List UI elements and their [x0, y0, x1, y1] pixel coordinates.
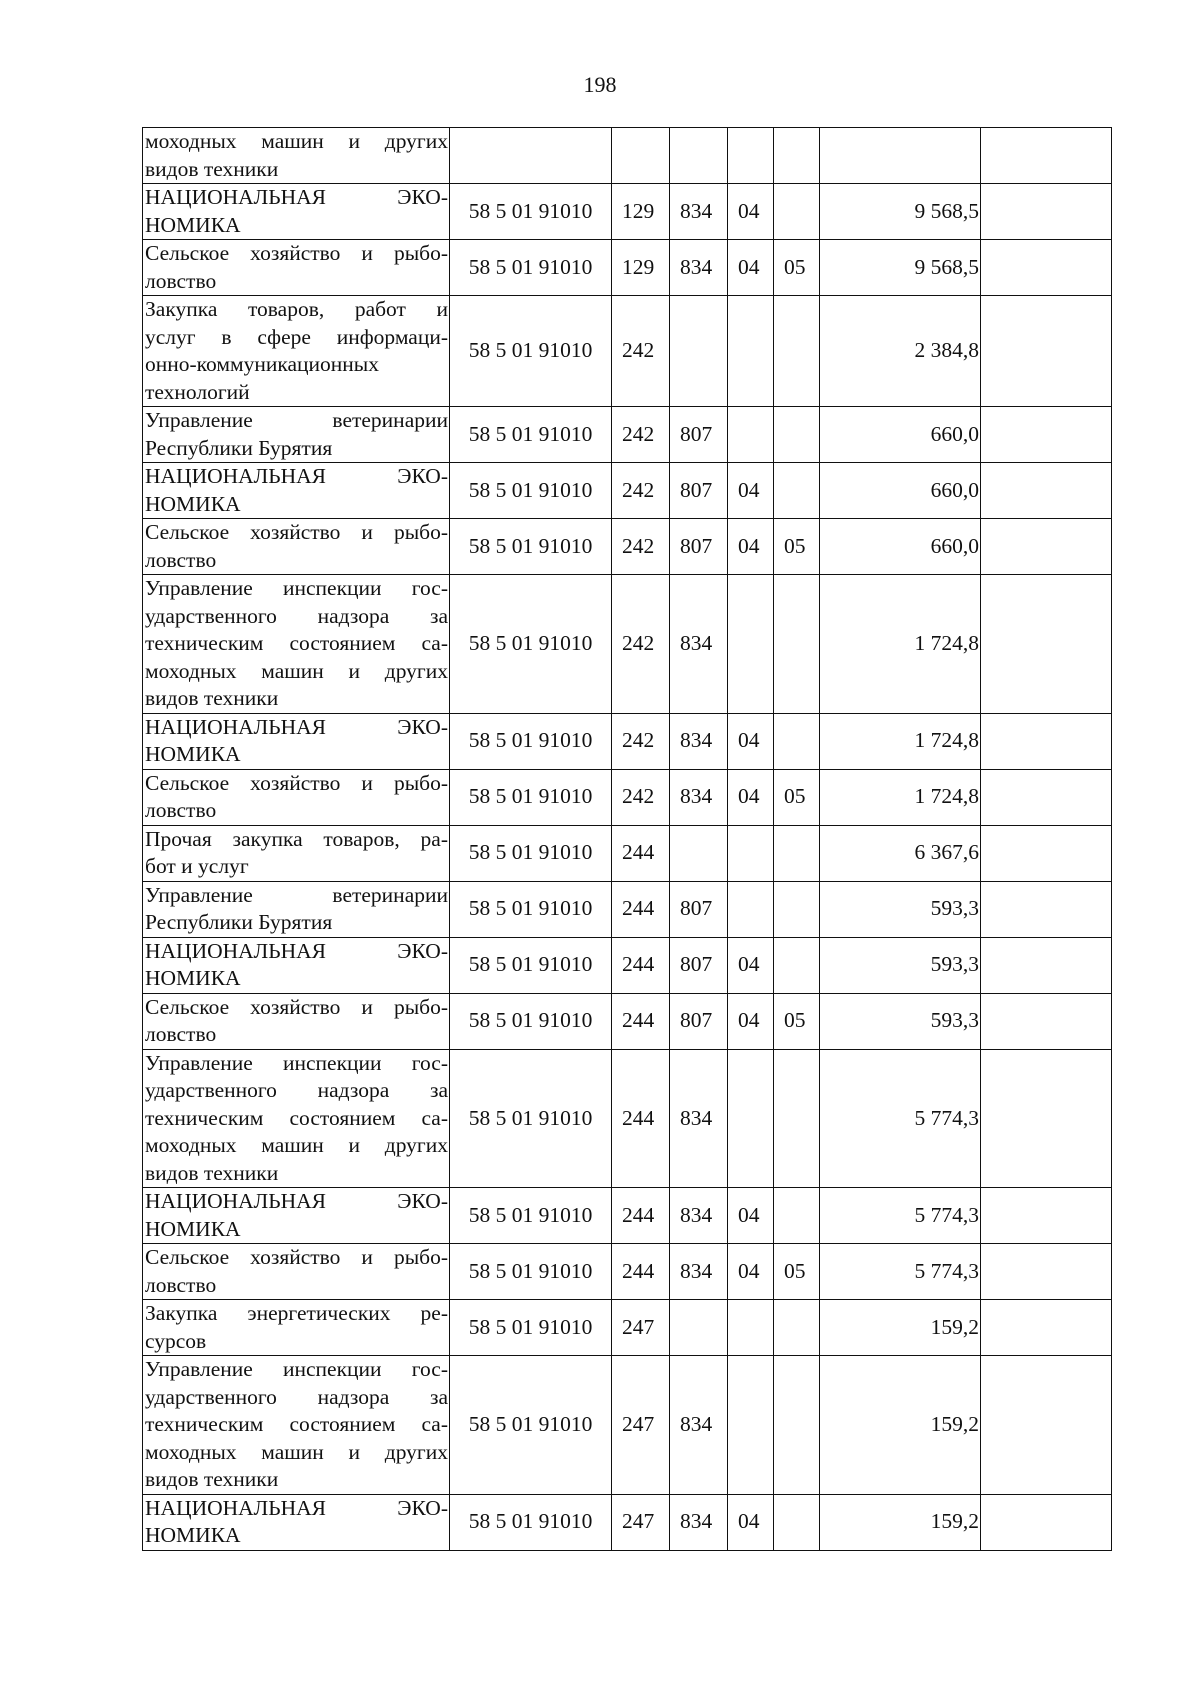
row-section [728, 881, 774, 937]
row-amount [820, 128, 981, 184]
table-row [143, 128, 1112, 184]
row-name: НАЦИОНАЛЬНАЯ ЭКО- НОМИКА [143, 1188, 450, 1244]
row-subsection [774, 713, 820, 769]
table-row [143, 881, 1112, 937]
row-name: НАЦИОНАЛЬНАЯ ЭКО- НОМИКА [143, 713, 450, 769]
row-ministry-code: 834 [670, 240, 728, 296]
row-ministry-code [670, 296, 728, 407]
table-row [143, 1494, 1112, 1550]
table-row [143, 1244, 1112, 1300]
row-empty-cell [981, 519, 1112, 575]
row-expense-type: 129 [612, 184, 670, 240]
row-expense-type: 247 [612, 1356, 670, 1495]
row-ministry-code: 834 [670, 1356, 728, 1495]
row-expense-type: 244 [612, 1244, 670, 1300]
row-target-code: 58 5 01 91010 [450, 1188, 612, 1244]
row-target-code: 58 5 01 91010 [450, 1356, 612, 1495]
row-subsection [774, 184, 820, 240]
row-ministry-code: 807 [670, 519, 728, 575]
row-expense-type: 244 [612, 1049, 670, 1188]
row-amount: 593,3 [820, 881, 981, 937]
row-expense-type: 242 [612, 519, 670, 575]
row-ministry-code: 834 [670, 769, 728, 825]
row-section [728, 825, 774, 881]
row-subsection [774, 881, 820, 937]
row-expense-type: 247 [612, 1494, 670, 1550]
row-name: НАЦИОНАЛЬНАЯ ЭКО- НОМИКА [143, 937, 450, 993]
table-row [143, 463, 1112, 519]
table-row [143, 825, 1112, 881]
row-target-code [450, 128, 612, 184]
row-ministry-code: 834 [670, 1049, 728, 1188]
row-expense-type: 242 [612, 463, 670, 519]
row-amount: 9 568,5 [820, 184, 981, 240]
row-amount: 1 724,8 [820, 575, 981, 714]
row-empty-cell [981, 881, 1112, 937]
row-subsection: 05 [774, 769, 820, 825]
row-subsection [774, 1494, 820, 1550]
row-amount: 9 568,5 [820, 240, 981, 296]
row-ministry-code: 807 [670, 407, 728, 463]
row-ministry-code [670, 1300, 728, 1356]
row-subsection: 05 [774, 1244, 820, 1300]
row-target-code: 58 5 01 91010 [450, 825, 612, 881]
table-row [143, 1049, 1112, 1188]
row-amount: 593,3 [820, 993, 981, 1049]
row-name: Сельское хозяйство и рыбо- ловство [143, 240, 450, 296]
row-amount: 6 367,6 [820, 825, 981, 881]
row-empty-cell [981, 407, 1112, 463]
row-target-code: 58 5 01 91010 [450, 519, 612, 575]
table-row [143, 1188, 1112, 1244]
row-name: Сельское хозяйство и рыбо- ловство [143, 1244, 450, 1300]
table-row [143, 296, 1112, 407]
row-name: моходных машин и других видов техники [143, 128, 450, 184]
row-subsection [774, 937, 820, 993]
row-subsection [774, 296, 820, 407]
table-row [143, 184, 1112, 240]
row-amount: 1 724,8 [820, 713, 981, 769]
row-target-code: 58 5 01 91010 [450, 937, 612, 993]
row-amount: 159,2 [820, 1356, 981, 1495]
row-amount: 5 774,3 [820, 1049, 981, 1188]
row-expense-type: 247 [612, 1300, 670, 1356]
row-section: 04 [728, 713, 774, 769]
budget-table [142, 127, 1112, 1551]
row-empty-cell [981, 1244, 1112, 1300]
row-expense-type: 242 [612, 769, 670, 825]
row-expense-type: 129 [612, 240, 670, 296]
row-subsection [774, 128, 820, 184]
row-amount: 1 724,8 [820, 769, 981, 825]
row-ministry-code: 834 [670, 1188, 728, 1244]
row-target-code: 58 5 01 91010 [450, 240, 612, 296]
row-empty-cell [981, 769, 1112, 825]
row-subsection [774, 1049, 820, 1188]
row-target-code: 58 5 01 91010 [450, 769, 612, 825]
row-name: Прочая закупка товаров, ра- бот и услуг [143, 825, 450, 881]
row-ministry-code: 807 [670, 937, 728, 993]
row-expense-type: 244 [612, 881, 670, 937]
table-row [143, 407, 1112, 463]
row-empty-cell [981, 1356, 1112, 1495]
row-section [728, 128, 774, 184]
row-name: Закупка энергетических ре- сурсов [143, 1300, 450, 1356]
row-section: 04 [728, 519, 774, 575]
row-empty-cell [981, 463, 1112, 519]
row-amount: 660,0 [820, 407, 981, 463]
row-ministry-code: 834 [670, 184, 728, 240]
row-amount: 660,0 [820, 463, 981, 519]
row-empty-cell [981, 575, 1112, 714]
row-empty-cell [981, 296, 1112, 407]
row-name: Управление ветеринарии Республики Бурятия [143, 881, 450, 937]
row-name: Управление инспекции гос- ударственного надзора за техническим состоянием са- моходных машин и других видов техники [143, 1049, 450, 1188]
row-subsection [774, 1188, 820, 1244]
row-name: НАЦИОНАЛЬНАЯ ЭКО- НОМИКА [143, 184, 450, 240]
row-subsection [774, 575, 820, 714]
row-name: НАЦИОНАЛЬНАЯ ЭКО- НОМИКА [143, 463, 450, 519]
row-target-code: 58 5 01 91010 [450, 1494, 612, 1550]
row-target-code: 58 5 01 91010 [450, 713, 612, 769]
row-section: 04 [728, 993, 774, 1049]
row-subsection: 05 [774, 519, 820, 575]
row-expense-type: 244 [612, 825, 670, 881]
row-target-code: 58 5 01 91010 [450, 296, 612, 407]
row-target-code: 58 5 01 91010 [450, 1244, 612, 1300]
row-name: Управление инспекции гос- ударственного надзора за техническим состоянием са- моходных машин и других видов техники [143, 1356, 450, 1495]
row-amount: 159,2 [820, 1494, 981, 1550]
row-expense-type: 244 [612, 993, 670, 1049]
row-section: 04 [728, 1244, 774, 1300]
row-target-code: 58 5 01 91010 [450, 1049, 612, 1188]
row-section: 04 [728, 937, 774, 993]
row-empty-cell [981, 713, 1112, 769]
row-ministry-code: 834 [670, 575, 728, 714]
row-target-code: 58 5 01 91010 [450, 463, 612, 519]
row-ministry-code: 834 [670, 713, 728, 769]
table-row [143, 713, 1112, 769]
row-subsection: 05 [774, 993, 820, 1049]
row-name: Сельское хозяйство и рыбо- ловство [143, 519, 450, 575]
table-row [143, 240, 1112, 296]
row-section [728, 407, 774, 463]
row-empty-cell [981, 128, 1112, 184]
row-expense-type: 242 [612, 407, 670, 463]
row-ministry-code: 834 [670, 1244, 728, 1300]
row-section: 04 [728, 184, 774, 240]
row-ministry-code: 807 [670, 463, 728, 519]
row-section: 04 [728, 463, 774, 519]
row-ministry-code: 807 [670, 881, 728, 937]
row-section [728, 1356, 774, 1495]
row-empty-cell [981, 1049, 1112, 1188]
row-section: 04 [728, 240, 774, 296]
row-name: Закупка товаров, работ и услуг в сфере информаци- онно-коммуникационных технологий [143, 296, 450, 407]
row-amount: 5 774,3 [820, 1188, 981, 1244]
row-ministry-code [670, 128, 728, 184]
row-target-code: 58 5 01 91010 [450, 1300, 612, 1356]
row-expense-type [612, 128, 670, 184]
row-ministry-code: 834 [670, 1494, 728, 1550]
row-section [728, 1049, 774, 1188]
row-subsection: 05 [774, 240, 820, 296]
row-amount: 593,3 [820, 937, 981, 993]
row-section [728, 575, 774, 714]
row-subsection [774, 407, 820, 463]
row-subsection [774, 463, 820, 519]
table-row [143, 769, 1112, 825]
table-row [143, 993, 1112, 1049]
row-subsection [774, 1300, 820, 1356]
row-target-code: 58 5 01 91010 [450, 407, 612, 463]
row-section: 04 [728, 1494, 774, 1550]
row-empty-cell [981, 1300, 1112, 1356]
row-section: 04 [728, 769, 774, 825]
row-name: Сельское хозяйство и рыбо- ловство [143, 769, 450, 825]
table-row [143, 1356, 1112, 1495]
row-ministry-code: 807 [670, 993, 728, 1049]
row-empty-cell [981, 184, 1112, 240]
row-target-code: 58 5 01 91010 [450, 184, 612, 240]
row-amount: 159,2 [820, 1300, 981, 1356]
row-expense-type: 242 [612, 296, 670, 407]
table-row [143, 1300, 1112, 1356]
row-amount: 660,0 [820, 519, 981, 575]
row-target-code: 58 5 01 91010 [450, 575, 612, 714]
row-name: Управление инспекции гос- ударственного надзора за техническим состоянием са- моходных машин и других видов техники [143, 575, 450, 714]
row-section: 04 [728, 1188, 774, 1244]
row-subsection [774, 825, 820, 881]
row-target-code: 58 5 01 91010 [450, 993, 612, 1049]
row-name: НАЦИОНАЛЬНАЯ ЭКО- НОМИКА [143, 1494, 450, 1550]
row-subsection [774, 1356, 820, 1495]
row-expense-type: 244 [612, 937, 670, 993]
row-empty-cell [981, 825, 1112, 881]
row-section [728, 296, 774, 407]
row-empty-cell [981, 1494, 1112, 1550]
row-amount: 2 384,8 [820, 296, 981, 407]
row-target-code: 58 5 01 91010 [450, 881, 612, 937]
table-row [143, 575, 1112, 714]
row-name: Сельское хозяйство и рыбо- ловство [143, 993, 450, 1049]
table-row [143, 519, 1112, 575]
row-empty-cell [981, 240, 1112, 296]
row-expense-type: 242 [612, 575, 670, 714]
row-expense-type: 244 [612, 1188, 670, 1244]
row-empty-cell [981, 937, 1112, 993]
row-ministry-code [670, 825, 728, 881]
row-name: Управление ветеринарии Республики Бурятия [143, 407, 450, 463]
row-expense-type: 242 [612, 713, 670, 769]
page-number: 198 [583, 72, 617, 97]
row-amount: 5 774,3 [820, 1244, 981, 1300]
row-empty-cell [981, 1188, 1112, 1244]
table-row [143, 937, 1112, 993]
row-section [728, 1300, 774, 1356]
row-empty-cell [981, 993, 1112, 1049]
